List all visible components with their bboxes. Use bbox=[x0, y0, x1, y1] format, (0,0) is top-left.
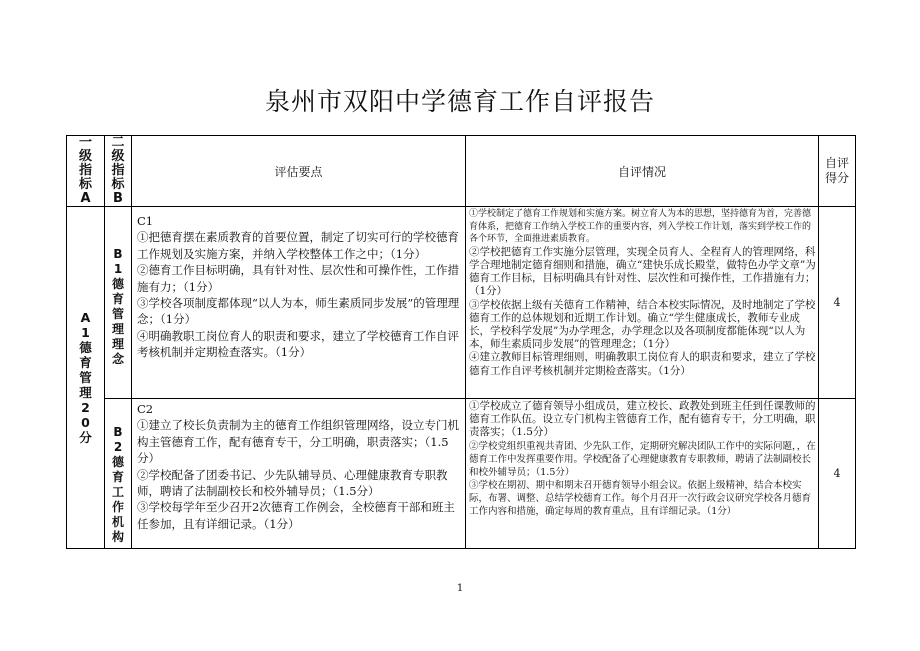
b1-eval-point: ③学校依据上级有关德育工作精神，结合本校实际情况，及时地制定了学校德育工作的总体规划和近期工作计划。确立“学生健康成长，教师专业成长，学校科学发展”为办学理念，办学理念以及各项制度都能体现“以人为本，师生素质同步发展”的管理理念；（1分） bbox=[469, 298, 816, 351]
header-level1 bbox=[67, 136, 105, 207]
b1-key-point: ②德育工作目标明确，具有针对性、层次性和可操作性，工作措施有力；（1分） bbox=[137, 263, 459, 294]
header-row bbox=[67, 136, 856, 207]
page-number: 1 bbox=[456, 583, 464, 594]
header-self-eval: 自评情况 bbox=[466, 136, 819, 207]
b2-eval-point: ③学校在期初、期中和期末召开德育领导小组会议。依据上级精神，结合本校实际，布署、调整、总结学校德育工作。每个月召开一次行政会议研究学校各月德育工作内容和措施，确定每周的教育重点，且有详细记录。（1分） bbox=[469, 479, 812, 517]
b2-score: 4 bbox=[819, 399, 856, 549]
page-title: 泉州市双阳中学德育工作自评报告 bbox=[264, 87, 655, 116]
b1-key-point: ④明确教职工岗位育人的职责和要求，建立了学校德育工作自评考核机制并定期检查落实。（1分） bbox=[137, 328, 459, 360]
b2-key-code: C2 bbox=[137, 402, 154, 416]
header-level2-text: 二级指标B bbox=[111, 135, 125, 206]
b1-key-point: ③学校各项制度都体现“以人为本，师生素质同步发展”的管理理念；（1分） bbox=[137, 296, 460, 327]
b2-key-point: ②学校配备了团委书记、少先队辅导员、心理健康教育专职教师，聘请了法制副校长和校外辅导员；（1.5分） bbox=[137, 467, 448, 499]
b1-cell bbox=[105, 207, 132, 399]
b1-key-code: C1 bbox=[137, 214, 154, 228]
b1-key-points bbox=[132, 207, 466, 399]
a1-cell bbox=[67, 207, 105, 549]
b2-label: B2德育工作机构 bbox=[111, 425, 124, 544]
row-b2 bbox=[67, 399, 856, 549]
b2-eval-point: ①学校成立了德育领导小组成员，建立校长、政教处到班主任到任课教师的德育工作队伍。设立专门机构主管德育工作，配有德育专干，分工明确，职责落实；（1.5分） bbox=[469, 400, 816, 439]
header-key-points: 评估要点 bbox=[132, 136, 466, 207]
b1-score: 4 bbox=[819, 207, 856, 399]
b2-key-point: ①建立了校长负责制为主的德育工作组织管理网络，设立专门机构主管德育工作，配有德育专干，分工明确，职责落实；（1.5分） bbox=[137, 418, 459, 466]
b1-eval-point: ②学校把德育工作实施分层管理，实现全员育人、全程育人的管理网络，科学合理地制定德育细则和措施，确立“建快乐成长殿堂，做特色办学文章”为德育工作目标，目标明确具有针对性、层次性和可操作性，工作措施有力；（1分） bbox=[469, 245, 816, 298]
header-score bbox=[819, 136, 856, 207]
b2-self-eval bbox=[466, 399, 819, 549]
b2-cell bbox=[105, 399, 132, 549]
header-score-text: 自评得分 bbox=[824, 156, 849, 185]
b2-eval-point: ②学校党组织重视共青团、少先队工作，定期研究解决团队工作中的实际问题，，在德育工作中发挥重要作用。学校配备了心理健康教育专职教师，聘请了法制副校长和校外辅导员；（1.5分） bbox=[469, 440, 816, 478]
header-level2 bbox=[105, 136, 132, 207]
b2-key-points bbox=[132, 399, 466, 549]
b1-eval-point: ④建立教师目标管理细则，明确教职工岗位育人的职责和要求，建立了学校德育工作自评考核机制并定期检查落实。（1分） bbox=[469, 351, 816, 377]
b1-label: B1德育管理理念 bbox=[111, 247, 124, 366]
b1-self-eval bbox=[466, 207, 819, 399]
header-level1-text: 一级指标A bbox=[78, 135, 92, 206]
self-evaluation-table bbox=[66, 135, 856, 549]
row-b1 bbox=[67, 207, 856, 399]
b2-key-point: ③学校每学年至少召开2次德育工作例会，全校德育干部和班主任参加，且有详细记录。（1分） bbox=[137, 500, 455, 531]
a1-label: A1德育管理20分 bbox=[79, 310, 92, 445]
b1-key-point: ①把德育摆在素质教育的首要位置，制定了切实可行的学校德育工作规划及实施方案，并纳入学校整体工作之中；（1分） bbox=[137, 230, 459, 261]
b1-eval-point: ①学校制定了德育工作规划和实施方案。树立育人为本的思想，坚持德育为首，完善德育体系，把德育工作纳入学校工作的重要内容，列入学校工作计划，落实到学校工作的各个环节，全面推进素质教育。 bbox=[469, 209, 812, 245]
